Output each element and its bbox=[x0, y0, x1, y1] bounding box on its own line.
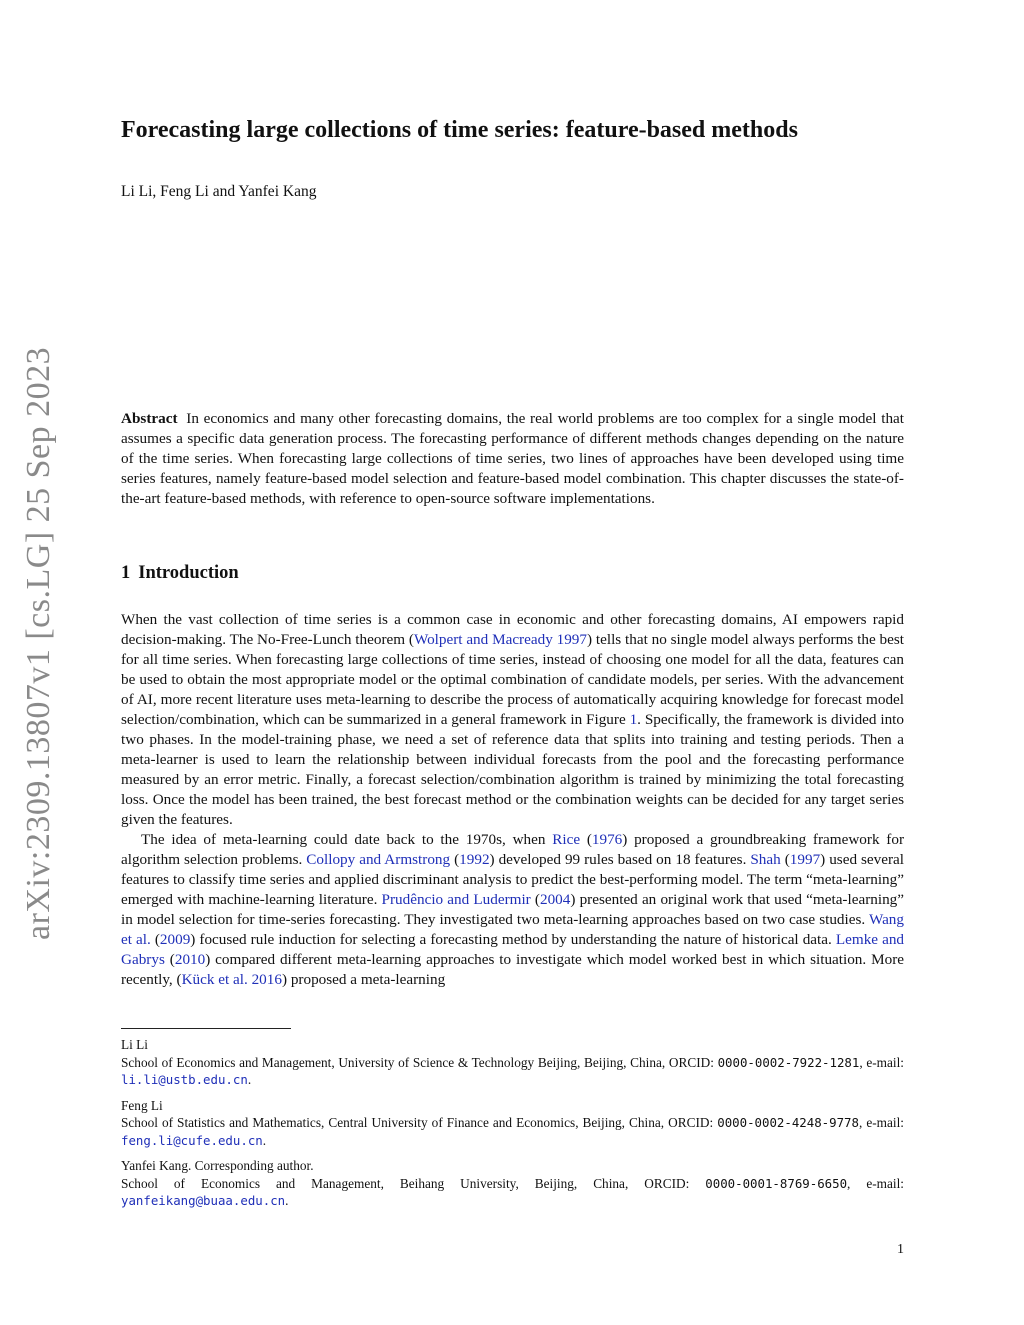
punctuation: . bbox=[247, 1072, 252, 1087]
section-title: Introduction bbox=[138, 563, 239, 583]
citation-link[interactable]: 2010 bbox=[174, 951, 206, 968]
footnote-author-1 bbox=[121, 1036, 904, 1089]
orcid-id: 0000-0002-7922-1281 bbox=[717, 1054, 860, 1070]
text-run: ) proposed a meta-learning bbox=[281, 971, 446, 988]
citation-link[interactable]: Collopy and Armstrong bbox=[306, 851, 451, 868]
text-run: ) developed 99 rules based on 18 features. bbox=[489, 851, 751, 868]
text-run: ) presented an original work that used “meta-learning” in model selection for time-series forecasting. They investigated two meta-learning approaches based on two case studies. bbox=[121, 891, 904, 928]
text-run: . Specifically, the framework is divided into two phases. In the model-training phase, we need a set of reference data that splits into training and testing periods. Then a meta-learner is used to learn the relationship between individual forecasts from the pool and the forecasting performance measured by an error metric. Finally, a forecast selection/combination algorithm is trained by minimizing the total forecasting loss. Once the model has been trained, the best forecast method or the combination weights can be decided for any target series given the features. bbox=[121, 711, 904, 828]
citation-link[interactable]: Lemke and Gabrys bbox=[121, 931, 905, 968]
citation-link[interactable]: Prudêncio and Ludermir bbox=[381, 891, 531, 908]
text-run: ( bbox=[150, 931, 160, 948]
footnote-divider bbox=[121, 1028, 291, 1029]
text-run: When the vast collection of time series is a common case in economic and other forecasting domains, AI empowers rapid decision-making. The No-Free-Lunch theorem ( bbox=[121, 611, 904, 648]
section-number: 1 bbox=[121, 563, 131, 583]
email-link[interactable]: li.li@ustb.edu.cn bbox=[121, 1072, 248, 1087]
citation-link[interactable]: Kück et al. 2016 bbox=[181, 971, 282, 988]
orcid-id: 0000-0001-8769-6650 bbox=[705, 1175, 848, 1191]
author-footnotes bbox=[121, 1036, 904, 1218]
affiliation-text: School of Economics and Management, Beihang University, Beijing, China, ORCID: bbox=[121, 1175, 706, 1191]
figure-link[interactable]: 1 bbox=[629, 711, 638, 728]
citation-link[interactable]: 1997 bbox=[789, 851, 821, 868]
arxiv-identifier: arXiv:2309.13807v1 [cs.LG] 25 Sep 2023 bbox=[20, 346, 57, 940]
footnote-author-name: Yanfei Kang. Corresponding author. bbox=[121, 1158, 314, 1173]
section-heading bbox=[121, 561, 239, 585]
citation-link[interactable]: 2009 bbox=[159, 931, 191, 948]
abstract-text: In economics and many other forecasting domains, the real world problems are too complex for a single model that assumes a specific data generation process. The forecasting performance of different methods changes depending on the nature of the time series. When forecasting large collections of time series, two lines of approaches have been developed using time series features, namely feature-based model selection and feature-based model combination. This chapter discusses the state-of-the-art feature-based methods, with reference to open-source software implementations. bbox=[121, 410, 905, 507]
abstract-label: Abstract bbox=[121, 410, 178, 427]
email-prefix: , e-mail: bbox=[847, 1175, 905, 1191]
paragraph bbox=[121, 610, 904, 830]
text-run: ) used several features to classify time series and applied discriminant analysis to predict the best-performing model. The term “meta-learning” emerged with machine-learning literature. bbox=[121, 851, 905, 908]
text-run: ( bbox=[780, 851, 790, 868]
punctuation: . bbox=[285, 1193, 289, 1208]
paper-title: Forecasting large collections of time series: feature-based methods bbox=[121, 117, 798, 143]
citation-link[interactable]: Wolpert and Macready 1997 bbox=[413, 631, 587, 648]
footnote-author-2 bbox=[121, 1097, 904, 1150]
citation-link[interactable]: 1992 bbox=[459, 851, 490, 868]
email-prefix: , e-mail: bbox=[859, 1054, 904, 1070]
text-run: ( bbox=[580, 831, 592, 848]
footnote-affiliation bbox=[121, 1054, 904, 1089]
affiliation-text: School of Statistics and Mathematics, Central University of Finance and Economics, Beijing, China, ORCID: bbox=[121, 1115, 718, 1130]
footnote-affiliation bbox=[121, 1114, 904, 1149]
footnote-author-3 bbox=[121, 1157, 904, 1210]
text-run: ( bbox=[530, 891, 540, 908]
text-run: ( bbox=[450, 851, 460, 868]
citation-link[interactable]: 1976 bbox=[591, 831, 623, 848]
citation-link[interactable]: Wang et al. bbox=[121, 911, 904, 948]
citation-link[interactable]: 2004 bbox=[539, 891, 571, 908]
abstract bbox=[121, 409, 904, 509]
email-link[interactable]: yanfeikang@buaa.edu.cn bbox=[121, 1193, 286, 1208]
affiliation-text: School of Economics and Management, University of Science & Technology Beijing, Beijing, China, ORCID: bbox=[121, 1054, 718, 1070]
page-number: 1 bbox=[897, 1242, 904, 1257]
text-run: ) proposed a groundbreaking framework for algorithm selection problems. bbox=[121, 831, 904, 868]
introduction-body bbox=[121, 610, 904, 990]
punctuation: . bbox=[262, 1132, 267, 1148]
paragraph bbox=[121, 830, 904, 990]
footnote-affiliation bbox=[121, 1175, 904, 1210]
text-run: ( bbox=[164, 951, 175, 968]
text-run: ) tells that no single model always performs the best for all time series. When forecasting large collections of time series, instead of choosing one model for all the data, features can be used to obtain the most appropriate model or the optimal combination of candidate models, per series. With the advancement of AI, more recent literature uses meta-learning to describe the process of automatically acquiring knowledge for forecast model selection/combination, which can be summarized in a general framework in Figure bbox=[121, 631, 905, 728]
footnote-author-name: Li Li bbox=[121, 1037, 148, 1052]
text-run: ) focused rule induction for selecting a forecasting method by understanding the nature of historical data. bbox=[190, 931, 836, 948]
text-run: ) compared different meta-learning approaches to investigate which model worked best in which situation. More recently, ( bbox=[121, 951, 904, 988]
email-prefix: , e-mail: bbox=[858, 1115, 904, 1130]
email-link[interactable]: feng.li@cufe.edu.cn bbox=[121, 1132, 263, 1148]
citation-link[interactable]: Shah bbox=[750, 851, 781, 868]
orcid-id: 0000-0002-4248-9778 bbox=[717, 1115, 859, 1130]
author-list: Li Li, Feng Li and Yanfei Kang bbox=[121, 183, 317, 200]
text-run: The idea of meta-learning could date back to the 1970s, when bbox=[141, 831, 553, 848]
citation-link[interactable]: Rice bbox=[552, 831, 581, 848]
footnote-author-name: Feng Li bbox=[121, 1097, 163, 1113]
